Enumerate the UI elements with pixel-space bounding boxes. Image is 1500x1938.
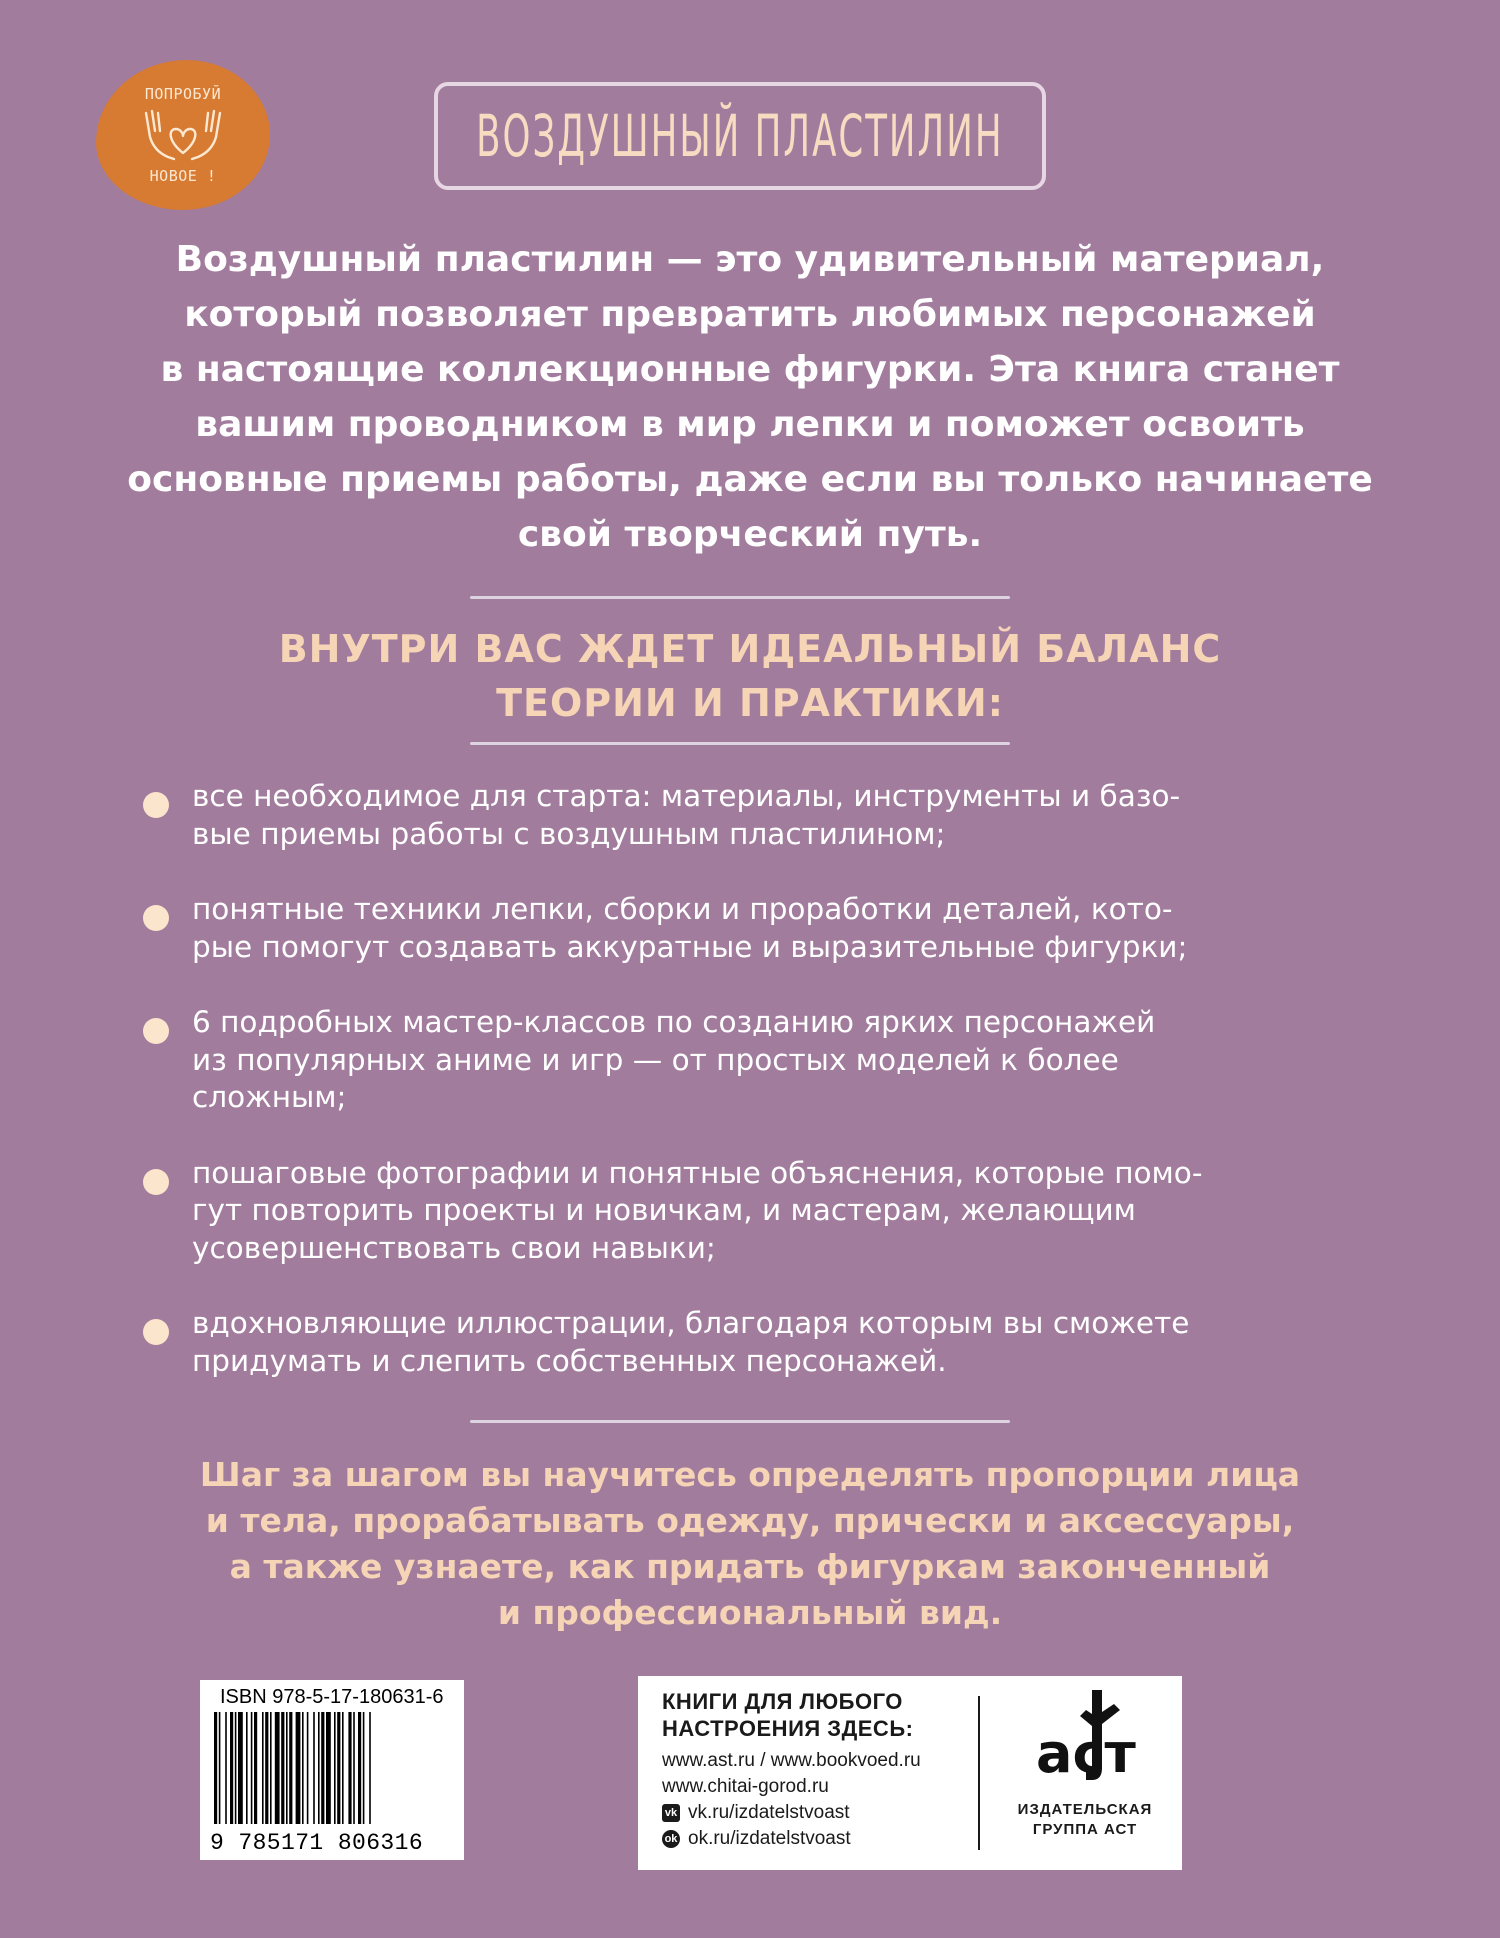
list-item-line: понятные техники лепки, сборки и проработки деталей, кото- bbox=[192, 892, 1173, 926]
barcode-bar bbox=[219, 1712, 221, 1824]
divider-top bbox=[470, 596, 1010, 599]
barcode-bar bbox=[281, 1712, 284, 1824]
intro-paragraph bbox=[80, 232, 1420, 562]
barcode-bar bbox=[262, 1712, 264, 1824]
barcode-bar bbox=[286, 1712, 288, 1824]
publisher-panel bbox=[638, 1676, 1182, 1870]
list-item-line: вые приемы работы с воздушным пластилином; bbox=[192, 816, 946, 851]
barcode-bar bbox=[296, 1712, 301, 1824]
barcode-bar bbox=[225, 1712, 227, 1824]
publisher-info bbox=[662, 1688, 921, 1852]
list-item bbox=[140, 1305, 1370, 1380]
barcode-bar bbox=[289, 1712, 292, 1824]
outro-line: и тела, прорабатывать одежду, прически и аксессуары, bbox=[205, 1501, 1295, 1540]
website-link[interactable]: www.ast.ru / www.bookvoed.ru bbox=[662, 1750, 921, 1771]
barcode-bar bbox=[235, 1712, 237, 1824]
outro-line: Шаг за шагом вы научитесь определять пропорции лица bbox=[199, 1455, 1301, 1494]
barcode-digits: 9 785171 806316 bbox=[210, 1830, 424, 1856]
list-item-line: все необходимое для старта: материалы, инструменты и базо- bbox=[192, 779, 1181, 813]
barcode-bar bbox=[214, 1712, 217, 1824]
ast-logo-text: аст bbox=[1036, 1722, 1136, 1785]
barcode-bar bbox=[307, 1712, 309, 1824]
list-item-line: из популярных аниме и игр — от простых моделей к более bbox=[192, 1042, 1119, 1077]
barcode-panel bbox=[200, 1680, 464, 1860]
barcode-bar bbox=[334, 1712, 336, 1824]
barcode-bar bbox=[363, 1712, 365, 1824]
vk-link[interactable] bbox=[662, 1800, 921, 1826]
ok-icon: ok bbox=[662, 1830, 680, 1848]
website-link[interactable]: www.chitai-gorod.ru bbox=[662, 1776, 829, 1797]
heading-line: ВНУТРИ ВАС ЖДЕТ ИДЕАЛЬНЫЙ БАЛАНС bbox=[278, 627, 1222, 671]
intro-line: основные приемы работы, даже если вы только начинаете bbox=[127, 459, 1373, 500]
barcode-bar bbox=[369, 1712, 371, 1824]
publisher-caption bbox=[988, 1800, 1182, 1840]
barcode-bar bbox=[230, 1712, 233, 1824]
ast-logo bbox=[988, 1676, 1182, 1800]
intro-line: Воздушный пластилин — это удивительный материал, bbox=[175, 239, 1325, 280]
barcode-bar bbox=[251, 1712, 253, 1824]
list-item-line: гут повторить проекты и новичкам, и мастерам, желающим bbox=[192, 1193, 1136, 1227]
barcode-bar bbox=[353, 1712, 355, 1824]
barcode-bar bbox=[321, 1712, 324, 1824]
vk-link-text: vk.ru/izdatelstvoast bbox=[688, 1802, 850, 1823]
caption-line: ГРУППА АСТ bbox=[1032, 1821, 1138, 1838]
outro-line: и профессиональный вид. bbox=[497, 1593, 1003, 1632]
barcode-image bbox=[210, 1712, 454, 1830]
ast-logo-block bbox=[988, 1676, 1182, 1870]
bullet-dot-icon bbox=[143, 1169, 169, 1195]
intro-line: вашим проводником в мир лепки и поможет освоить bbox=[195, 404, 1305, 445]
section-heading bbox=[120, 622, 1380, 730]
barcode-bar bbox=[275, 1712, 280, 1824]
barcode-bar bbox=[302, 1712, 304, 1824]
barcode-bar bbox=[342, 1712, 344, 1824]
heading-line: ТЕОРИИ И ПРАКТИКИ: bbox=[496, 681, 1004, 725]
list-item bbox=[140, 1004, 1370, 1117]
publisher-heading: КНИГИ ДЛЯ ЛЮБОГО bbox=[662, 1689, 903, 1714]
vk-icon: vk bbox=[662, 1804, 680, 1822]
intro-line: в настоящие коллекционные фигурки. Эта книга станет bbox=[160, 349, 1340, 390]
heart-hands-icon bbox=[138, 107, 228, 163]
barcode-bar bbox=[326, 1712, 331, 1824]
barcode-bar bbox=[265, 1712, 268, 1824]
barcode-bar bbox=[337, 1712, 340, 1824]
list-item-line: рые помогут создавать аккуратные и выразительные фигурки; bbox=[192, 929, 1188, 964]
intro-line: свой творческий путь. bbox=[517, 514, 983, 555]
feature-list bbox=[140, 778, 1370, 1418]
barcode-bar bbox=[348, 1712, 351, 1824]
publisher-heading: НАСТРОЕНИЯ ЗДЕСЬ: bbox=[662, 1716, 914, 1741]
try-new-badge bbox=[96, 60, 270, 210]
divider-middle bbox=[470, 742, 1010, 745]
list-item-line: усовершенствовать свои навыки; bbox=[192, 1230, 716, 1265]
title-frame bbox=[434, 82, 1046, 190]
intro-line: который позволяет превратить любимых персонажей bbox=[184, 294, 1316, 335]
ok-link[interactable] bbox=[662, 1826, 921, 1852]
list-item-line: пошаговые фотографии и понятные объяснения, которые помо- bbox=[192, 1155, 1203, 1190]
barcode-bar bbox=[318, 1712, 320, 1824]
list-item-line: 6 подробных мастер-классов по созданию ярких персонажей bbox=[192, 1005, 1156, 1039]
barcode-bar bbox=[246, 1712, 248, 1824]
outro-line: а также узнаете, как придать фигуркам законченный bbox=[229, 1547, 1271, 1586]
list-item bbox=[140, 778, 1370, 853]
list-item bbox=[140, 891, 1370, 966]
list-item bbox=[140, 1155, 1370, 1268]
divider-bottom bbox=[470, 1420, 1010, 1423]
list-item-line: сложным; bbox=[192, 1080, 347, 1114]
bullet-dot-icon bbox=[143, 1319, 169, 1345]
publisher-divider bbox=[978, 1696, 980, 1850]
bullet-dot-icon bbox=[143, 1018, 169, 1044]
list-item-line: придумать и слепить собственных персонажей. bbox=[192, 1343, 947, 1378]
barcode-bar bbox=[270, 1712, 272, 1824]
ok-link-text: ok.ru/izdatelstvoast bbox=[688, 1828, 851, 1849]
bullet-dot-icon bbox=[143, 792, 169, 818]
book-title: ВОЗДУШНЫЙ ПЛАСТИЛИН bbox=[476, 102, 1004, 170]
barcode-bar bbox=[313, 1712, 315, 1824]
barcode-bar bbox=[238, 1712, 243, 1824]
badge-bottom-text: НОВОЕ ! bbox=[149, 167, 217, 185]
outro-paragraph bbox=[80, 1452, 1420, 1636]
list-item-line: вдохновляющие иллюстрации, благодаря которым вы сможете bbox=[192, 1306, 1190, 1340]
barcode-bar bbox=[254, 1712, 257, 1824]
barcode-bar bbox=[358, 1712, 361, 1824]
isbn-text: ISBN 978-5-17-180631-6 bbox=[220, 1686, 444, 1708]
badge-top-text: ПОПРОБУЙ bbox=[144, 85, 222, 103]
bullet-dot-icon bbox=[143, 905, 169, 931]
caption-line: ИЗДАТЕЛЬСКАЯ bbox=[1017, 1801, 1153, 1818]
